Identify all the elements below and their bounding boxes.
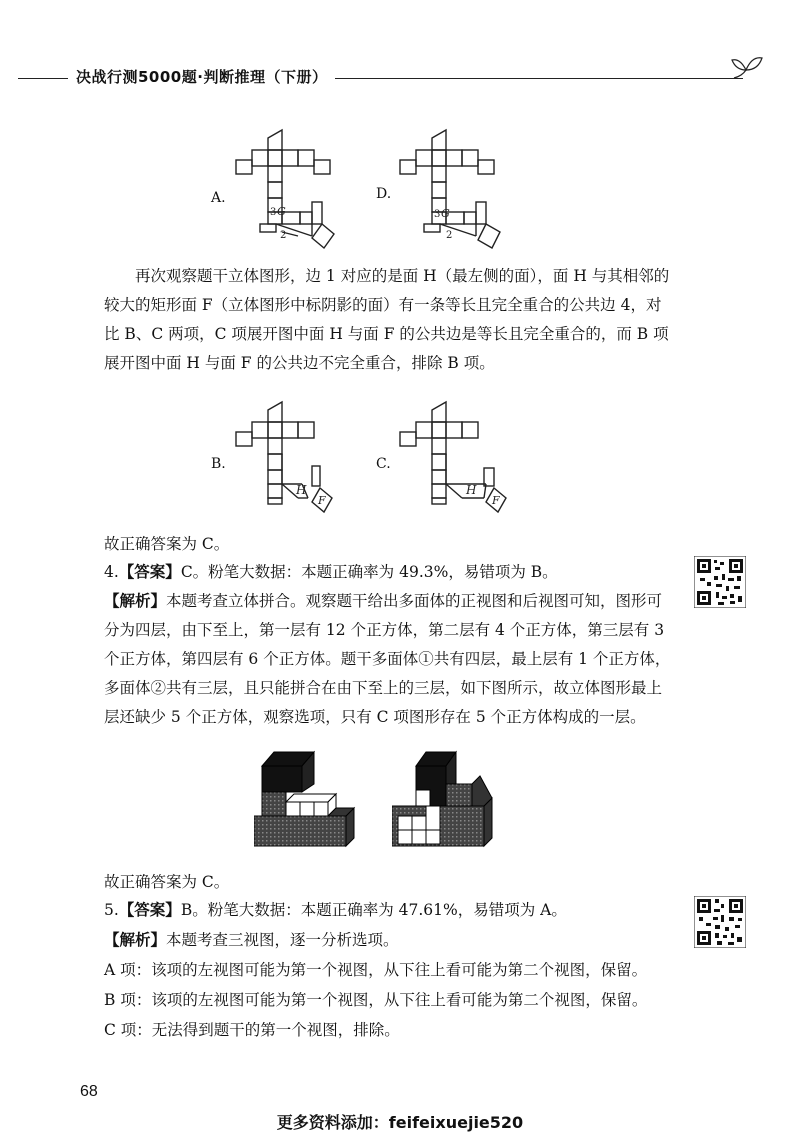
q4-analysis-paragraph: [104, 587, 674, 732]
q4-analysis-tag: 【解析】: [104, 592, 167, 610]
q5-answer-tag: 【答案】: [118, 901, 181, 919]
net-diagram-d: [396, 120, 536, 250]
q4-answer-tag: 【答案】: [118, 563, 181, 581]
face-mark-g: G: [277, 205, 286, 218]
face-label-h: H: [466, 483, 477, 497]
face-label-f: F: [318, 494, 326, 507]
q5-option-b: B 项：该项的左视图可能为第一个视图，从下往上看可能为第二个视图，保留。: [104, 991, 648, 1009]
qr-code-icon[interactable]: [694, 556, 746, 608]
option-label-d: D.: [376, 186, 392, 202]
q4-answer-text: C。粉笔大数据：本题正确率为 49.3%，易错项为 B。: [180, 563, 558, 581]
option-label-b: B.: [211, 456, 226, 472]
footer-note: 更多资料添加：feifeixuejie520: [276, 1113, 524, 1132]
net-diagram-b: [232, 392, 352, 522]
edge-mark-2: 2: [446, 230, 453, 241]
q4-answer-line: [104, 558, 558, 587]
running-header: 决战行测5000题·判断推理（下册）: [68, 66, 335, 87]
q5-option-c: C 项：无法得到题干的第一个视图，排除。: [104, 1021, 400, 1039]
q4-number: 4.: [104, 563, 119, 581]
cube-assembly-diagram-1: [254, 744, 364, 854]
edge-mark-3: 3: [434, 209, 441, 220]
page-number: 68: [80, 1083, 98, 1100]
face-label-f: F: [492, 494, 500, 507]
cube-assembly-diagram-2: [392, 744, 502, 854]
net-diagram-c: [396, 392, 526, 522]
q5-answer-line: [104, 896, 567, 925]
q4-analysis-text: 本题考查立体拼合。观察题干给出多面体的正视图和后视图可知，图形可分为四层，由下至上，第一层有 12 个正方体，第二层有 4 个正方体，第三层有 3 个正方体，第四层有 6 个正方体。题干多面体①共有四层，最上层有 1 个正方体，多面体②共有三层，且只能拼合在由下至上的三层，如下图所示，故立体图形最上层还缺少 5 个正方体，观察选项，只有 C 项图形存在 5 个正方体构成的一层。: [104, 592, 671, 726]
face-label-h: H: [296, 483, 307, 497]
sprout-icon: [730, 52, 766, 82]
q5-answer-text: B。粉笔大数据：本题正确率为 47.61%，易错项为 A。: [180, 901, 567, 919]
edge-mark-3: 3: [270, 207, 277, 218]
edge-mark-2: 2: [280, 230, 287, 241]
conclusion-text: 故正确答案为 C。: [104, 535, 230, 553]
q5-option-a: A 项：该项的左视图可能为第一个视图，从下往上看可能为第二个视图，保留。: [104, 961, 648, 979]
q5-analysis-line: [104, 926, 399, 955]
option-label-c: C.: [376, 456, 391, 472]
net-diagram-a: [232, 120, 372, 250]
conclusion-text: 故正确答案为 C。: [104, 873, 230, 891]
q5-analysis-tag: 【解析】: [104, 931, 167, 949]
qr-code-icon[interactable]: [694, 896, 746, 948]
explanation-paragraph: 再次观察题干立体图形，边 1 对应的是面 H（最左侧的面），面 H 与其相邻的较大的矩形面 F（立体图形中标阴影的面）有一条等长且完全重合的公共边 4，对比 B、C 两项，C 项展开图中面 H 与面 F 的公共边是等长且完全重合的，而 B 项展开图中面 H 与面 F 的公共边不完全重合，排除 B 项。: [104, 267, 670, 372]
face-mark-g: G: [441, 207, 450, 220]
option-label-a: A.: [211, 190, 226, 206]
q5-number: 5.: [104, 901, 119, 919]
q5-analysis-text: 本题考查三视图，逐一分析选项。: [166, 931, 399, 949]
